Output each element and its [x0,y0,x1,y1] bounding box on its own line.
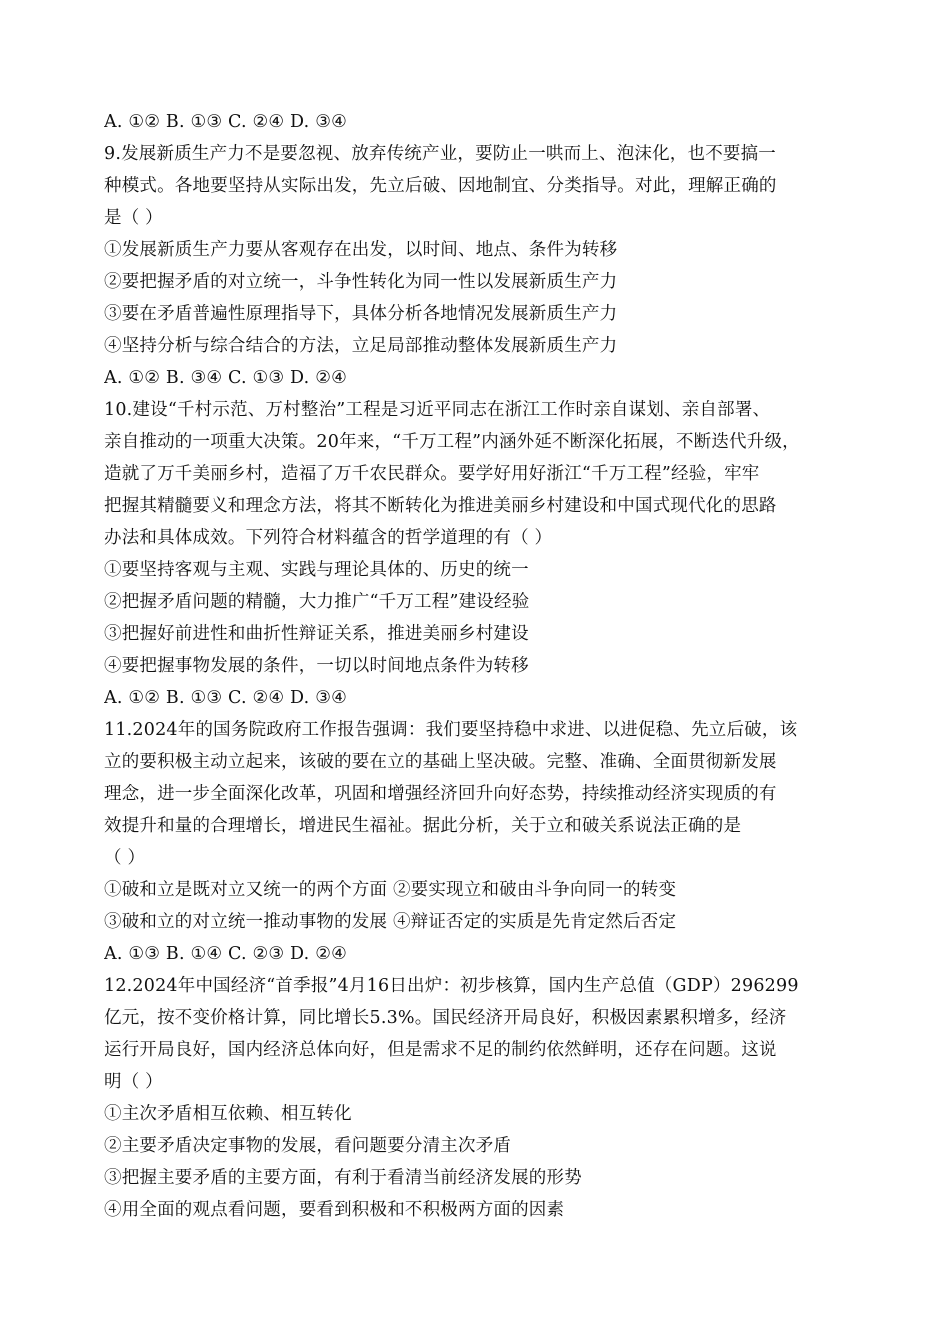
q10-statement-3: ③把握好前进性和曲折性辩证关系，推进美丽乡村建设 [104,624,529,644]
q11-stem-line-2: 立的要积极主动立起来，该破的要在立的基础上坚决破。完整、准确、全面贯彻新发展 [104,752,777,772]
q9-stem-line-2: 种模式。各地要坚持从实际出发，先立后破、因地制宜、分类指导。对此，理解正确的 [104,176,777,196]
q12-stem-line-4: 明（ ） [104,1072,163,1092]
q9-statement-2: ②要把握矛盾的对立统一，斗争性转化为同一性以发展新质生产力 [104,272,618,292]
q12-stem-line-3: 运行开局良好，国内经济总体向好，但是需求不足的制约依然鲜明，还存在问题。这说 [104,1040,777,1060]
q10-stem-line-2: 亲自推动的一项重大决策。20年来，“千万工程”内涵外延不断深化拓展，不断迭代升级， [104,432,800,452]
q9-statement-4: ④坚持分析与综合结合的方法，立足局部推动整体发展新质生产力 [104,336,618,356]
q12-statement-3: ③把握主要矛盾的主要方面，有利于看清当前经济发展的形势 [104,1168,582,1188]
q11-options: A. ①③ B. ①④ C. ②③ D. ②④ [104,944,347,964]
q9-stem-line-3: 是（ ） [104,208,163,228]
q11-statements-1-2: ①破和立是既对立又统一的两个方面 ②要实现立和破由斗争向同一的转变 [104,880,677,900]
q10-stem-line-4: 把握其精髓要义和理念方法，将其不断转化为推进美丽乡村建设和中国式现代化的思路 [104,496,777,516]
q9-statement-3: ③要在矛盾普遍性原理指导下，具体分析各地情况发展新质生产力 [104,304,618,324]
q12-stem-line-2: 亿元，按不变价格计算，同比增长5.3%。国民经济开局良好，积极因素累积增多，经济 [104,1008,787,1028]
q8-options: A. ①② B. ①③ C. ②④ D. ③④ [104,112,347,132]
q10-stem-line-5: 办法和具体成效。下列符合材料蕴含的哲学道理的有（ ） [104,528,553,548]
q10-stem-line-3: 造就了万千美丽乡村，造福了万千农民群众。要学好用好浙江“千万工程”经验，牢牢 [104,464,760,484]
q11-stem-line-5: （ ） [104,848,146,868]
q11-stem-line-1: 11.2024年的国务院政府工作报告强调：我们要坚持稳中求进、以进促稳、先立后破，该 [104,720,798,740]
q10-statement-1: ①要坚持客观与主观、实践与理论具体的、历史的统一 [104,560,529,580]
q11-stem-line-3: 理念，进一步全面深化改革，巩固和增强经济回升向好态势，持续推动经济实现质的有 [104,784,777,804]
q10-statement-4: ④要把握事物发展的条件，一切以时间地点条件为转移 [104,656,529,676]
q10-statement-2: ②把握矛盾问题的精髓，大力推广“千万工程”建设经验 [104,592,530,612]
q9-statement-1: ①发展新质生产力要从客观存在出发，以时间、地点、条件为转移 [104,240,618,260]
q9-options: A. ①② B. ③④ C. ①③ D. ②④ [104,368,347,388]
q12-statement-2: ②主要矛盾决定事物的发展，看问题要分清主次矛盾 [104,1136,512,1156]
q10-stem-line-1: 10.建设“千村示范、万村整治”工程是习近平同志在浙江工作时亲自谋划、亲自部署、 [104,400,771,420]
q12-statement-4: ④用全面的观点看问题，要看到积极和不积极两方面的因素 [104,1200,565,1220]
q12-stem-line-1: 12.2024年中国经济“首季报”4月16日出炉：初步核算，国内生产总值（GDP）296299 [104,976,799,996]
q11-statements-3-4: ③破和立的对立统一推动事物的发展 ④辩证否定的实质是先肯定然后否定 [104,912,677,932]
q11-stem-line-4: 效提升和量的合理增长，增进民生福祉。据此分析，关于立和破关系说法正确的是 [104,816,742,836]
q9-stem-line-1: 9.发展新质生产力不是要忽视、放弃传统产业，要防止一哄而上、泡沫化，也不要搞一 [104,144,776,164]
q12-statement-1: ①主次矛盾相互依赖、相互转化 [104,1104,352,1124]
q10-options: A. ①② B. ①③ C. ②④ D. ③④ [104,688,347,708]
